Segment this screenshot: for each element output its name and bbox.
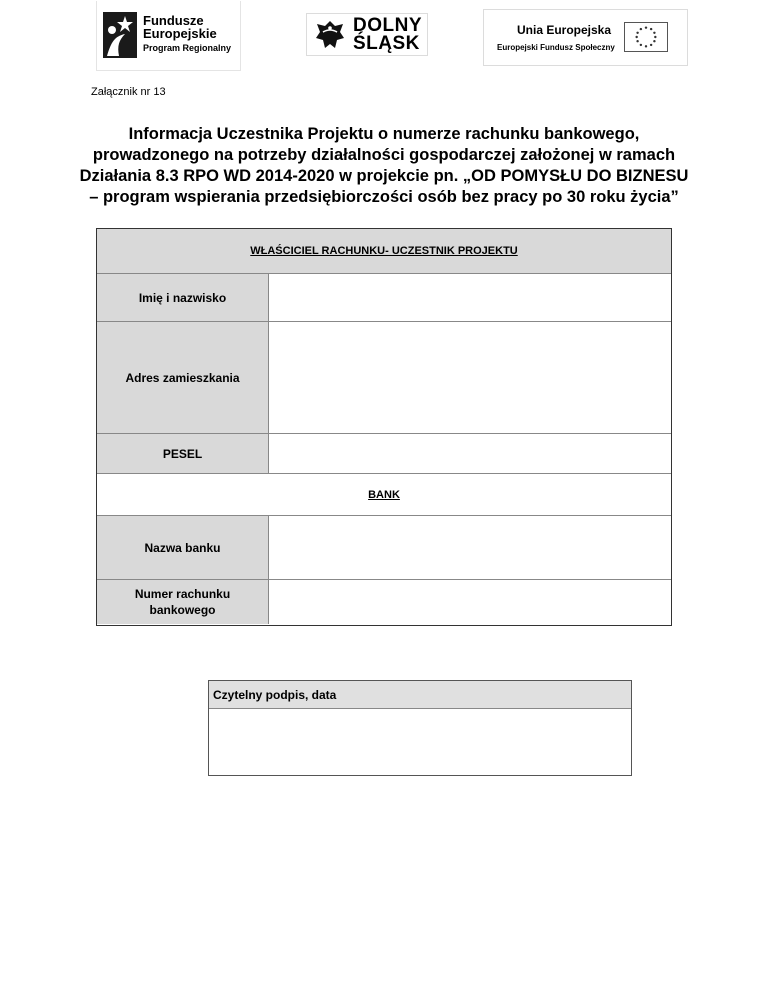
unia-line2: Europejski Fundusz Społeczny: [497, 43, 615, 52]
owner-header-row: [97, 229, 671, 273]
signature-box: [208, 680, 632, 776]
bank-name-field[interactable]: [269, 516, 671, 579]
account-form-table: [96, 228, 672, 626]
attachment-number: Załącznik nr 13: [91, 86, 166, 98]
slask-text: ŚLĄSK: [353, 33, 420, 54]
document-title: [70, 124, 698, 208]
owner-header: WŁAŚCICIEL RACHUNKU- UCZESTNIK PROJEKTU: [250, 245, 518, 257]
name-row: [97, 273, 671, 321]
address-row: [97, 321, 671, 433]
account-number-label: Numer rachunku bankowego: [97, 580, 269, 624]
bank-header-row: [97, 473, 671, 515]
fundusze-europejskie-logo: [96, 1, 241, 71]
signature-label: Czytelny podpis, data: [209, 681, 631, 709]
title-line: – program wspierania przedsiębiorczości osób bez pracy po 30 roku życia”: [89, 188, 679, 206]
pesel-label: PESEL: [97, 434, 269, 473]
fundusze-line1: Fundusze: [143, 13, 204, 28]
unia-europejska-logo: [483, 9, 688, 66]
address-label: Adres zamieszkania: [97, 322, 269, 433]
fundusze-line2: Europejskie: [143, 26, 217, 41]
name-label: Imię i nazwisko: [97, 274, 269, 321]
title-line: Działania 8.3 RPO WD 2014-2020 w projekcie pn. „OD POMYSŁU DO BIZNESU: [79, 167, 689, 185]
bank-name-row: [97, 515, 671, 579]
eu-flag-icon: [624, 22, 668, 52]
fundusze-line3: Program Regionalny: [143, 43, 232, 53]
pesel-field[interactable]: [269, 434, 671, 473]
fundusze-star-icon: [103, 12, 137, 58]
unia-line1: Unia Europejska: [517, 23, 612, 37]
bank-header: BANK: [368, 488, 400, 501]
account-number-field[interactable]: [269, 580, 671, 624]
account-number-row: [97, 579, 671, 624]
pesel-row: [97, 433, 671, 473]
eagle-crest-icon: [313, 18, 347, 52]
signature-field[interactable]: [209, 709, 631, 775]
address-field[interactable]: [269, 322, 671, 433]
dolny-text: DOLNY: [353, 15, 422, 36]
title-line: Informacja Uczestnika Projektu o numerze rachunku bankowego,: [128, 125, 640, 143]
name-field[interactable]: [269, 274, 671, 321]
bank-name-label: Nazwa banku: [97, 516, 269, 579]
title-line: prowadzonego na potrzeby działalności gospodarczej założonej w ramach: [92, 146, 676, 164]
dolny-slask-logo: [306, 13, 428, 56]
